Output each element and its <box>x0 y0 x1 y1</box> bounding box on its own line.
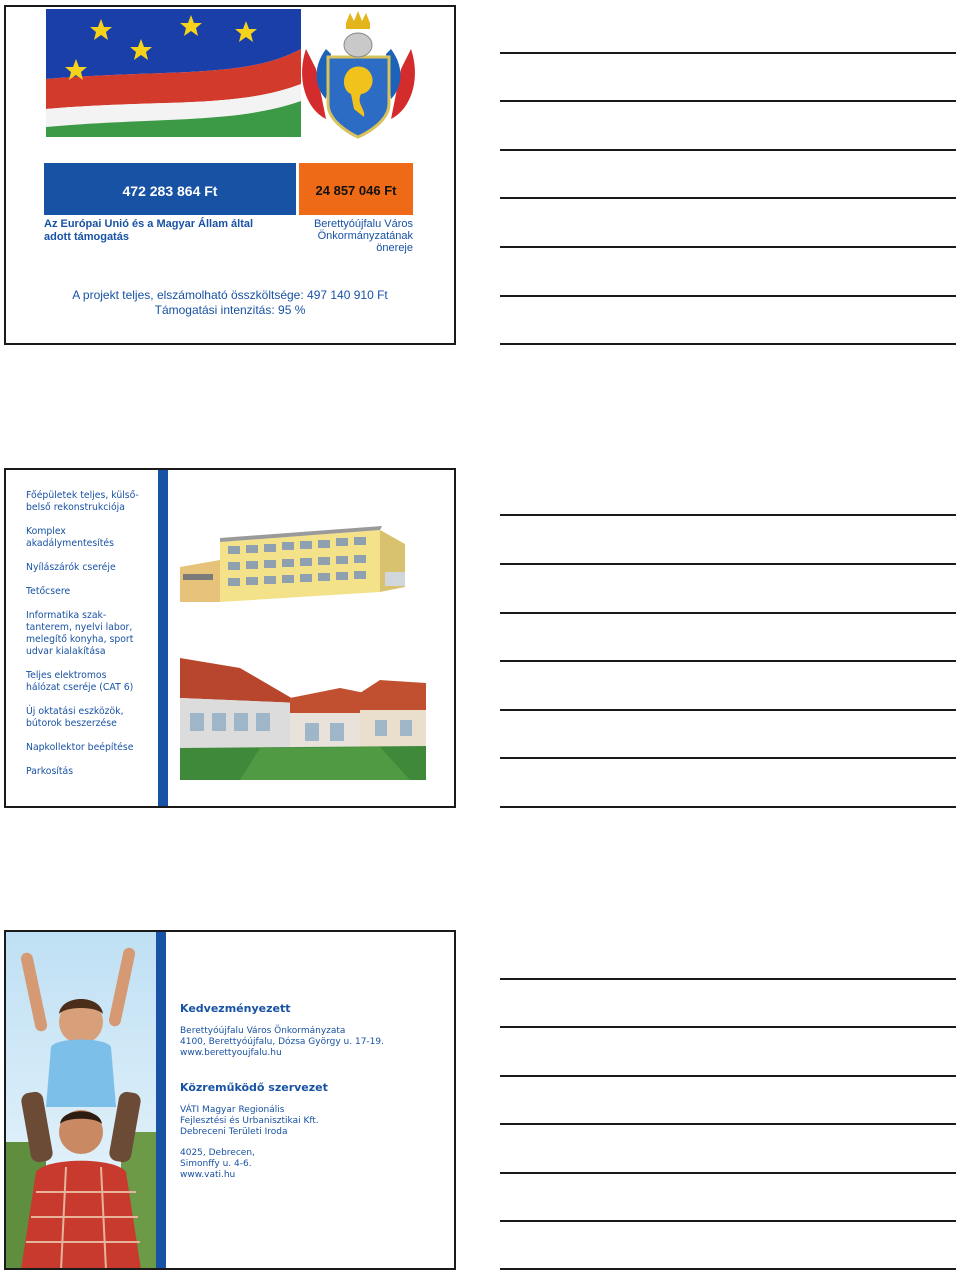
eu-caption-line: Az Európai Unió és a Magyar Állam által <box>44 218 254 230</box>
contact-info <box>180 1002 440 1191</box>
project-totals <box>6 288 454 318</box>
building-rendering-courtyard <box>180 658 426 780</box>
project-item <box>26 490 156 514</box>
eu-state-amount: 472 283 864 Ft <box>44 163 296 215</box>
note-line <box>500 978 956 980</box>
eu-state-caption <box>44 218 294 244</box>
project-item-line: udvar kialakítása <box>26 646 106 657</box>
project-item-line: bútorok beszerzése <box>26 718 117 729</box>
eu-hungary-flag-image <box>46 9 301 137</box>
note-line <box>500 1172 956 1174</box>
project-item-line: tanterem, nyelvi labor, <box>26 622 133 633</box>
note-line <box>500 343 956 345</box>
beneficiary-details <box>180 1026 440 1059</box>
building-rendering-front <box>180 522 428 604</box>
beneficiary-name: Berettyóújfalu Város Önkormányzata <box>180 1026 346 1036</box>
agency-line: VÁTI Magyar Regionális <box>180 1105 285 1115</box>
project-item <box>26 526 156 550</box>
note-line <box>500 1075 956 1077</box>
note-line <box>500 563 956 565</box>
project-item-line: Komplex <box>26 526 66 537</box>
project-item <box>26 562 156 574</box>
berettyoujfalu-coat-of-arms <box>296 9 421 139</box>
project-item <box>26 610 156 658</box>
note-line <box>500 1123 956 1125</box>
note-line <box>500 806 956 808</box>
note-line <box>500 660 956 662</box>
slide-funding <box>4 5 456 345</box>
agency-heading: Közreműködő szervezet <box>180 1081 328 1094</box>
agency-line: Fejlesztési és Urbanisztikai Kft. <box>180 1116 319 1126</box>
note-line <box>500 197 956 199</box>
note-line <box>500 100 956 102</box>
total-cost: A projekt teljes, elszámolható összköltsége: 497 140 910 Ft <box>72 288 388 302</box>
project-items-list <box>26 490 156 790</box>
beneficiary-website: www.berettyoujfalu.hu <box>180 1048 282 1058</box>
agency-address-line: 4025, Debrecen, <box>180 1148 255 1158</box>
agency-details <box>180 1105 440 1138</box>
city-own-caption <box>293 218 413 254</box>
slide-accent-bar <box>158 470 168 806</box>
slide-project-items <box>4 468 456 808</box>
project-item-line: Napkollektor beépítése <box>26 742 134 753</box>
city-caption-line: Önkormányzatának <box>317 230 413 242</box>
project-item <box>26 586 156 598</box>
slide-accent-bar <box>156 932 166 1268</box>
project-item-line: Új oktatási eszközök, <box>26 706 124 717</box>
note-line <box>500 612 956 614</box>
agency-line: Debreceni Területi Iroda <box>180 1127 288 1137</box>
project-item <box>26 766 156 778</box>
project-item-line: Teljes elektromos <box>26 670 107 681</box>
project-item-line: Tetőcsere <box>26 586 71 597</box>
beneficiary-address: 4100, Berettyóújfalu, Dózsa György u. 17-19. <box>180 1037 384 1047</box>
note-line <box>500 757 956 759</box>
agency-address-line: Simonffy u. 4-6. <box>180 1159 252 1169</box>
project-item-line: hálózat cseréje (CAT 6) <box>26 682 134 693</box>
eu-caption-line: adott támogatás <box>44 231 129 243</box>
project-item <box>26 670 156 694</box>
beneficiary-heading: Kedvezményezett <box>180 1002 291 1015</box>
father-son-photo <box>6 932 156 1270</box>
city-own-amount: 24 857 046 Ft <box>299 163 413 215</box>
agency-website: www.vati.hu <box>180 1170 236 1180</box>
note-line <box>500 246 956 248</box>
note-line <box>500 709 956 711</box>
note-line <box>500 514 956 516</box>
project-item-line: melegítő konyha, sport <box>26 634 134 645</box>
project-item-line: belső rekonstrukciója <box>26 502 125 513</box>
agency-address <box>180 1148 440 1181</box>
note-line <box>500 295 956 297</box>
project-item <box>26 742 156 754</box>
note-line <box>500 1026 956 1028</box>
city-caption-line: önereje <box>376 242 413 254</box>
city-caption-line: Berettyóújfalu Város <box>313 218 413 230</box>
project-item-line: Főépületek teljes, külső- <box>26 490 139 501</box>
project-item-line: Nyílászárók cseréje <box>26 562 116 573</box>
support-intensity: Támogatási intenzitás: 95 % <box>154 303 306 317</box>
slide-contacts <box>4 930 456 1270</box>
note-line <box>500 1220 956 1222</box>
project-item-line: Parkosítás <box>26 766 74 777</box>
project-item <box>26 706 156 730</box>
note-line <box>500 149 956 151</box>
project-item-line: Informatika szak- <box>26 610 107 621</box>
note-line <box>500 1268 956 1270</box>
project-item-line: akadálymentesítés <box>26 538 114 549</box>
note-line <box>500 52 956 54</box>
